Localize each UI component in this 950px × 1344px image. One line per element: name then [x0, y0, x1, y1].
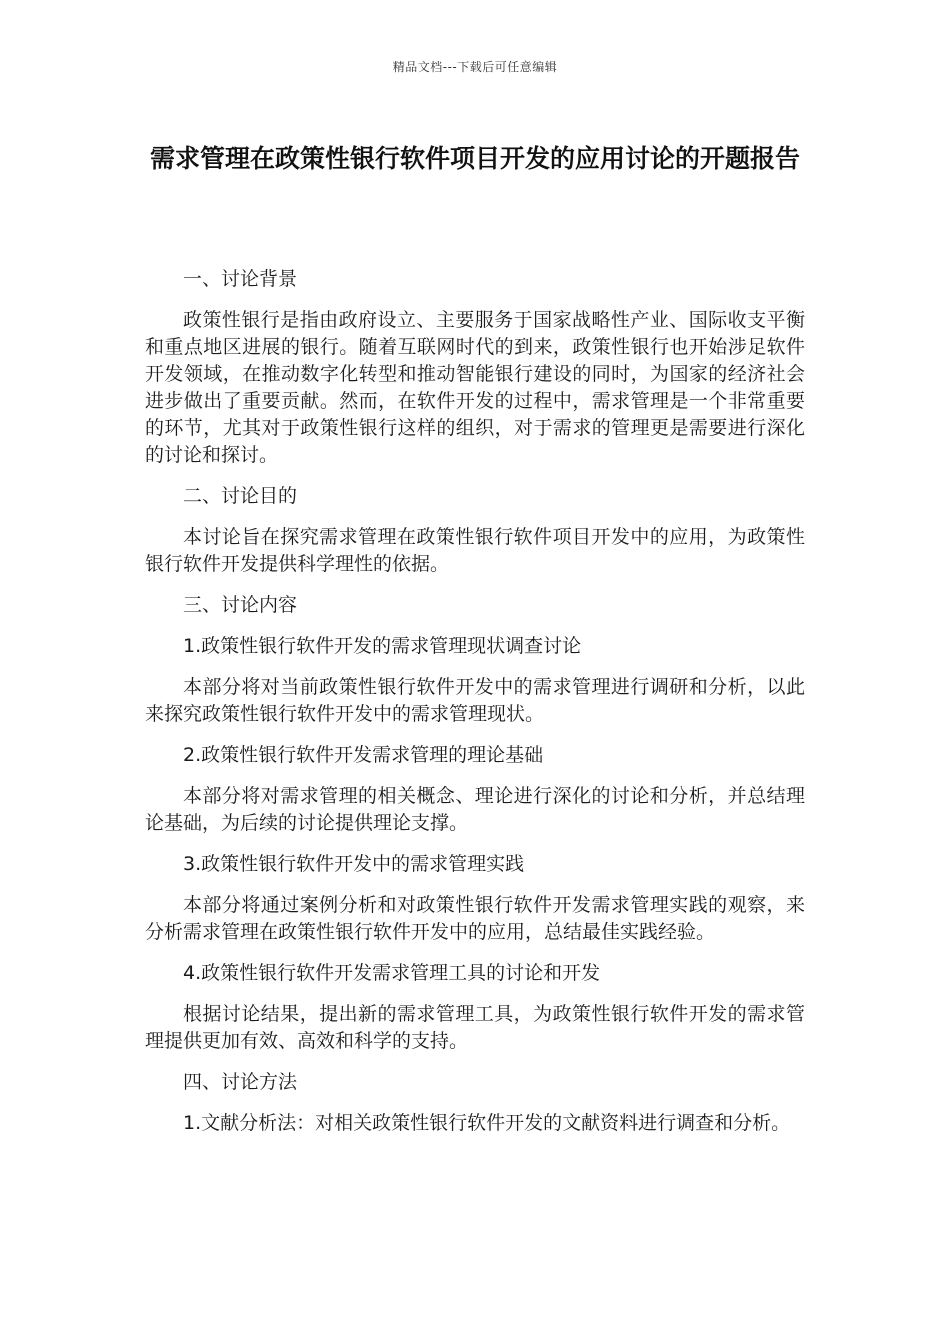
paragraph-subsection-4: 根据讨论结果，提出新的需求管理工具，为政策性银行软件开发的需求管理提供更加有效、高效和科学的支持。 — [145, 1003, 805, 1052]
paragraph-subsection-2: 本部分将对需求管理的相关概念、理论进行深化的讨论和分析，并总结理论基础，为后续的讨论提供理论支撑。 — [145, 785, 805, 834]
document-title: 需求管理在政策性银行软件项目开发的应用讨论的开题报告 — [149, 144, 800, 173]
section-heading-content: 三、讨论内容 — [183, 594, 298, 616]
paragraph-purpose: 本讨论旨在探究需求管理在政策性银行软件项目开发中的应用，为政策性银行软件开发提供科学理性的依据。 — [145, 526, 805, 575]
section-heading-method: 四、讨论方法 — [183, 1071, 298, 1093]
subsection-heading-4: 4.政策性银行软件开发需求管理工具的讨论和开发 — [183, 962, 601, 984]
paragraph-method-1: 1.文献分析法：对相关政策性银行软件开发的文献资料进行调查和分析。 — [183, 1112, 791, 1134]
section-heading-purpose: 二、讨论目的 — [183, 485, 298, 507]
paragraph-background: 政策性银行是指由政府设立、主要服务于国家战略性产业、国际收支平衡和重点地区进展的银行。随着互联网时代的到来，政策性银行也开始涉足软件开发领域，在推动数字化转型和推动智能银行建设的同时，为国家的经济社会进步做出了重要贡献。然而，在软件开发的过程中，需求管理是一个非常重要的环节，尤其对于政策性银行这样的组织，对于需求的管理更是需要进行深化的讨论和探讨。 — [145, 309, 805, 466]
subsection-heading-2: 2.政策性银行软件开发需求管理的理论基础 — [183, 744, 544, 766]
subsection-heading-3: 3.政策性银行软件开发中的需求管理实践 — [183, 853, 525, 875]
paragraph-subsection-3: 本部分将通过案例分析和对政策性银行软件开发需求管理实践的观察，来分析需求管理在政策性银行软件开发中的应用，总结最佳实践经验。 — [145, 894, 805, 943]
section-heading-background: 一、讨论背景 — [183, 268, 298, 290]
header-note: 精品文档---下载后可任意编辑 — [392, 60, 558, 74]
paragraph-subsection-1: 本部分将对当前政策性银行软件开发中的需求管理进行调研和分析，以此来探究政策性银行软件开发中的需求管理现状。 — [145, 676, 805, 725]
document-body — [145, 266, 805, 1137]
subsection-heading-1: 1.政策性银行软件开发的需求管理现状调查讨论 — [183, 635, 582, 657]
